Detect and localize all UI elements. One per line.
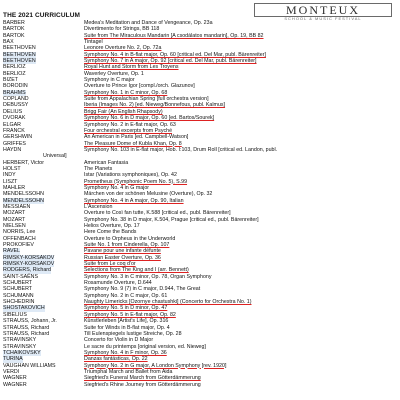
- work-title: Symphony No. 7 in A major, Op. 92 [critical ed. Del Mar, publ. Bärenreiter]: [84, 58, 257, 65]
- composer-name: BAX: [3, 39, 14, 46]
- work-title: Suite for Winds in B-flat major, Op. 4: [84, 324, 170, 331]
- work-title: Danzas fantásticas, Op. 22: [84, 356, 148, 363]
- composer-name: TCHAIKOVSKY: [3, 349, 41, 356]
- composer-name: MOZART: [3, 210, 26, 217]
- work-title: Divertimento for Strings, BB 118: [84, 26, 160, 33]
- work-title: Symphony No. 4 in A major, Op. 90, Italian: [84, 197, 184, 204]
- work-title: Suite No. 1 from Cinderella, Op. 107: [84, 242, 170, 249]
- composer-name: BRAHMS: [3, 89, 26, 96]
- work-title: L'Ascension: [84, 203, 113, 210]
- composer-name: BEETHOVEN: [3, 51, 36, 58]
- composer-name: BARTOK: [3, 32, 25, 39]
- composer-name: RIMSKY-KORSAKOV: [3, 261, 55, 268]
- work-title: Universal]: [43, 153, 67, 160]
- composer-name: MENDELSSOHN: [3, 197, 44, 204]
- work-title: Symphony No. 3 in C minor, Op. 78, Organ Symphony: [84, 273, 212, 280]
- composer-name: DEBUSSY: [3, 102, 29, 109]
- composer-name: SCHUBERT: [3, 286, 33, 293]
- work-title: Selections from The King and I (arr. Bennett): [84, 267, 189, 274]
- work-title: Künstlerleben [Artist's Life], Op. 316: [84, 318, 169, 325]
- work-title: Overture to Così fan tutte, K.588 [critical ed., publ. Bärenreiter]: [84, 210, 231, 217]
- work-title: Symphony No. 5 in E-flat major, Op. 82: [84, 311, 176, 318]
- work-title: Royal Hunt and Storm from Les Troyens: [84, 64, 179, 71]
- composer-name: SCHUBERT: [3, 280, 33, 287]
- composer-name: LISZT: [3, 178, 18, 185]
- work-title: Iberia (Images No. 2) [ed. Nieweg/Bonnefous, publ. Kalmus]: [84, 102, 226, 109]
- work-title: Symphony No. 2 in C major, Op. 61: [84, 292, 168, 299]
- composer-name: VAUGHAN WILLIAMS: [3, 362, 56, 369]
- work-title: Symphony No. 2 in E-flat major, Op. 63: [84, 121, 176, 128]
- composer-name: NIELSEN: [3, 223, 26, 229]
- composer-name: TURINA: [3, 356, 23, 363]
- work-title: Suite from Appalachian Spring [full orchestra version]: [84, 96, 209, 103]
- work-title: Overture to Orpheus in the Underworld: [84, 235, 176, 242]
- work-title: Siegfried's Rhine Journey from Götterdämmerung: [84, 381, 201, 388]
- composer-name: NORRIS, Lee: [3, 229, 36, 236]
- work-title: Medea's Meditation and Dance of Vengeance, Op. 23a: [84, 20, 213, 26]
- composer-name: STRAVINSKY: [3, 337, 37, 344]
- composer-name: SAINT-SAËNS: [3, 273, 39, 280]
- work-title: Symphony No. 38 in D major, K.504, Prague [critical ed., publ. Bärenreiter]: [84, 216, 259, 223]
- logo-tagline: SCHOOL & MUSIC FESTIVAL: [284, 16, 362, 21]
- work-title: Symphony No. 1 in C minor, Op. 68: [84, 89, 168, 96]
- composer-name: WAGNER: [3, 381, 27, 388]
- work-title: Symphony in C major: [84, 77, 135, 84]
- composer-name: STRAVINSKY: [3, 343, 37, 350]
- logo-name: MONTEUX: [254, 3, 392, 17]
- page-title: THE 2021 CURRICULUM: [3, 12, 81, 19]
- composer-name: COPLAND: [3, 96, 29, 103]
- work-title: Here Come the Bands: [84, 229, 137, 236]
- composer-name: HERBERT, Victor: [3, 159, 45, 166]
- composer-name: MAHLER: [3, 184, 26, 191]
- composer-name: VERDI: [3, 368, 20, 375]
- composer-name: BIZET: [3, 77, 19, 84]
- composer-name: INDY: [3, 172, 16, 179]
- work-title: Märchen von der schönen Melusine (Overture), Op. 32: [84, 191, 213, 198]
- composer-name: SCHUMANN: [3, 292, 34, 299]
- composer-name: HAYDN: [3, 146, 22, 153]
- composer-name: OFFENBACH: [3, 235, 36, 242]
- work-title: The Pleasure Dome of Kubla Khan, Op. 8: [84, 140, 182, 147]
- work-title: Symphony No. 5 in D minor, Op. 47: [84, 305, 168, 312]
- work-title: Istar (Variations symphoniques), Op. 42: [84, 172, 177, 179]
- composer-name: RODGERS, Richard: [3, 267, 51, 274]
- work-title: Four orchestral excerpts from Psyché: [84, 127, 173, 134]
- work-title: Concerto for Violin in D Major: [84, 337, 154, 344]
- work-title: Russian Easter Overture, Op. 36: [84, 254, 161, 261]
- composer-name: BORODIN: [3, 83, 28, 90]
- composer-name: STRAUSS, Richard: [3, 324, 50, 331]
- work-title: Symphony No. 4 in B-flat major, Op. 60 [critical ed. Del Mar, publ. Bärenreiter]: [84, 51, 266, 58]
- composer-name: BARBER: [3, 20, 25, 26]
- work-title: Till Eulenspiegels lustige Streiche, Op. 28: [84, 330, 182, 337]
- composer-name: RIMSKY-KORSAKOV: [3, 254, 55, 261]
- composer-name: STRAUSS, Richard: [3, 330, 50, 337]
- composer-name: RAVEL: [3, 248, 20, 255]
- composer-name: MENDELSSOHN: [3, 191, 44, 198]
- composer-name: STRAUSS, Johann, Jr.: [3, 318, 57, 325]
- work-title: Suite from Le coq d'or: [84, 261, 136, 268]
- work-title: Brigg Fair (An English Rhapsody): [84, 108, 163, 115]
- curriculum-list: [3, 20, 397, 388]
- composer-name: SHOSTAKOVICH: [3, 305, 45, 312]
- composer-name: GERSHWIN: [3, 134, 33, 141]
- work-title: Prometheus (Symphonic Poem No. 5), S.99: [84, 178, 188, 185]
- composer-name: GRIFFES: [3, 140, 26, 147]
- composer-name: BARTOK: [3, 26, 25, 33]
- composer-name: BEETHOVEN: [3, 58, 36, 65]
- work-title: Leonore Overture No. 2, Op. 72a: [84, 45, 162, 52]
- work-title: Symphony No. 4 in F minor, Op. 36: [84, 349, 167, 356]
- work-title: American Fantasia: [84, 159, 129, 166]
- composer-name: MOZART: [3, 216, 26, 223]
- composer-name: MESSIAEN: [3, 203, 31, 210]
- work-title: Symphony No. 9 (7) in C major, D.944, The Great: [84, 286, 201, 293]
- curriculum-row: [3, 382, 397, 388]
- work-title: Triumphal March and Ballet from Aida: [84, 368, 173, 375]
- composer-name: SHCHEDRIN: [3, 299, 35, 306]
- work-title: Tintagel: [84, 39, 103, 46]
- work-title: An American in Paris [ed. Campbell-Watson]: [84, 134, 189, 141]
- composer-name: DELIUS: [3, 108, 23, 115]
- composer-name: HOLST: [3, 165, 21, 172]
- work-title: Symphony No. 4 in G major: [84, 184, 150, 191]
- composer-name: WAGNER: [3, 375, 27, 382]
- composer-name: BERLIOZ: [3, 70, 26, 77]
- work-title: Helios Overture, Op. 17: [84, 223, 140, 229]
- work-title: Symphony No. 6 in D major, Op. 60 [ed. Bartos/Sourek]: [84, 115, 215, 122]
- work-title: Waverley Overture, Op. 1: [84, 70, 144, 77]
- composer-name: FRANCK: [3, 127, 25, 134]
- work-title: Siegfried's Funeral March from Götterdämmerung: [84, 375, 201, 382]
- work-title: Le sacre du printemps [original version, ed. Nieweg]: [84, 343, 206, 350]
- work-title: Pavane pour une infante défunte: [84, 248, 161, 255]
- work-title: Symphony No. 103 in E-flat major, Hob. I:103, Drum Roll [critical ed. Landon, publ.: [84, 146, 278, 153]
- work-title: The Planets: [84, 165, 113, 172]
- composer-name: SIBELIUS: [3, 311, 27, 318]
- work-title: Suite from The Miraculous Mandarin [A csodálatos mandarin], Op. 19, BB 82: [84, 32, 264, 39]
- work-title: Naughty Limericks [Ozornye chastushki] (Concerto for Orchestra No. 1): [84, 299, 252, 306]
- work-title: Overture to Prince Igor [compl./orch. Glazunov]: [84, 83, 195, 90]
- composer-name: ELGAR: [3, 121, 21, 128]
- composer-name: DVORAK: [3, 115, 26, 122]
- composer-name: BEETHOVEN: [3, 45, 36, 52]
- composer-name: BERLIOZ: [3, 64, 26, 71]
- work-title: Symphony No. 2 in G major, A London Symphony [rev. 1920]: [84, 362, 227, 369]
- composer-name: PROKOFIEV: [3, 242, 34, 249]
- work-title: Rosamunde Overture, D.644: [84, 280, 152, 287]
